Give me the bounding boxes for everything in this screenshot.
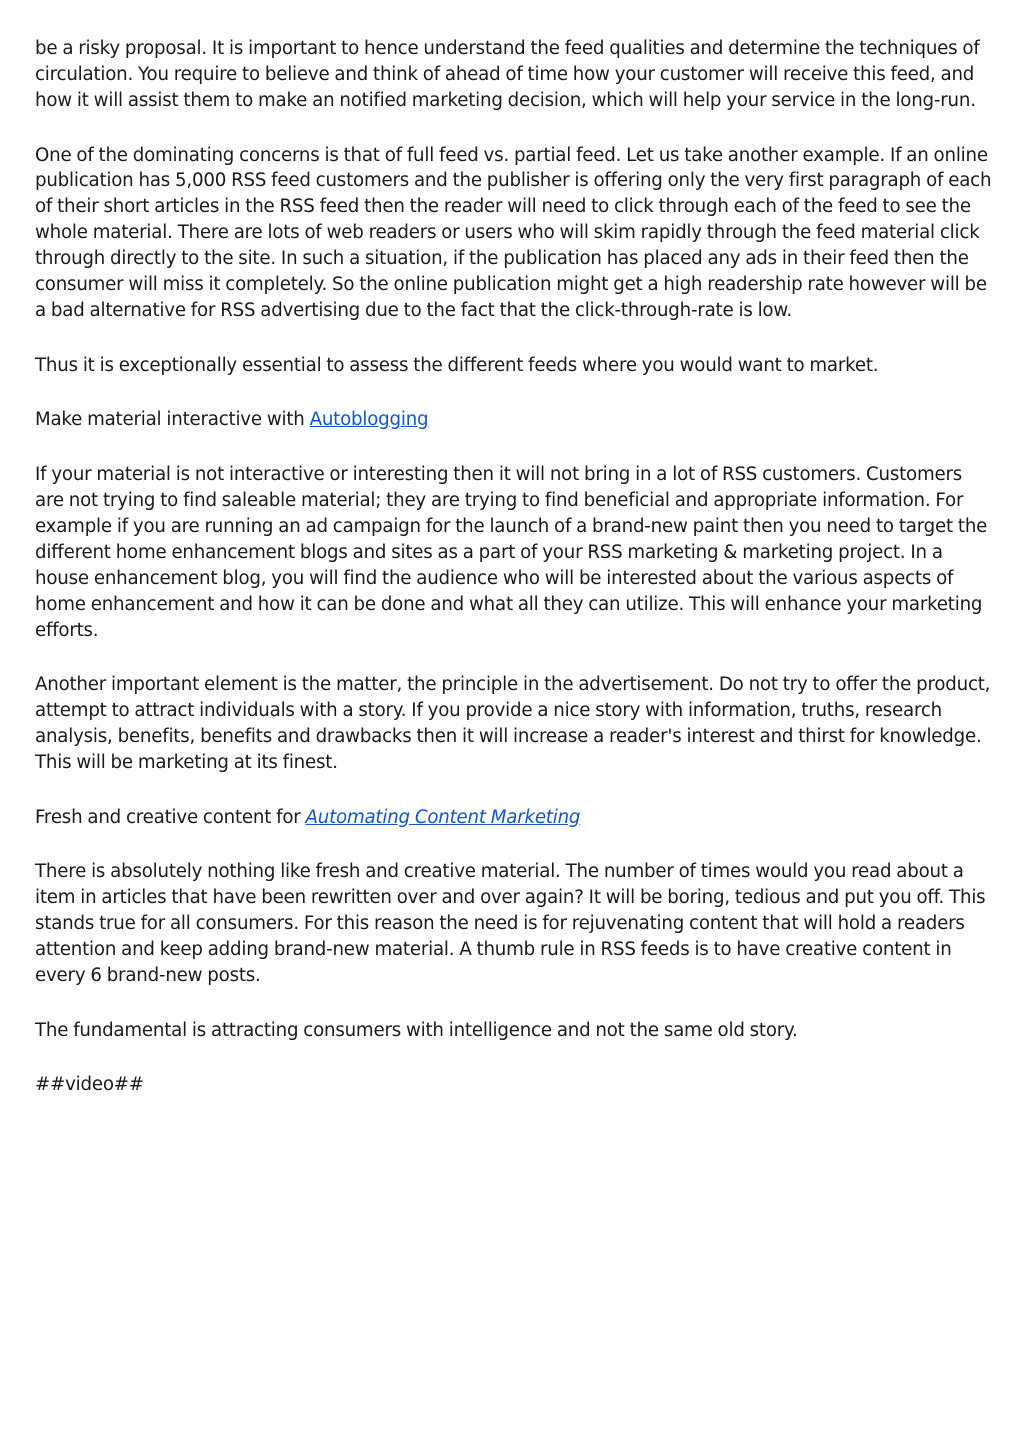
paragraph-assess-feeds: Thus it is exceptionally essential to assess the different feeds where you would want to market. bbox=[35, 354, 879, 376]
paragraph-fundamental: The fundamental is attracting consumers with intelligence and not the same old story. bbox=[35, 1019, 798, 1041]
paragraph-full-vs-partial-feed: One of the dominating concerns is that of full feed vs. partial feed. Let us take another example. If an online publication has 5,000 RSS feed customers and the publisher is offering only the very first paragraph of each of their short articles in the RSS feed then the reader will need to click through each of the feed to see the whole material. There are lots of web readers or users who will skim rapidly through the feed material click through directly to the site. In such a situation, if the publication has placed any ads in their feed then the consumer will miss it completely. So the online publication might get a high readership rate however will be a bad alternative for RSS advertising due to the fact that the click-through-rate is low. bbox=[35, 144, 992, 321]
paragraph-creative-material: There is absolutely nothing like fresh and creative material. The number of times would you read about a item in articles that have been rewritten over and over again? It will be boring, tedious and put you off. This stands true for all consumers. For this reason the need is for rejuvenating content that will hold a readers attention and keep adding brand-new material. A thumb rule in RSS feeds is to have creative content in every 6 brand-new posts. bbox=[35, 861, 986, 986]
paragraph-make-interactive-text: Make material interactive with bbox=[35, 409, 310, 431]
paragraph-fresh-content-text: Fresh and creative content for bbox=[35, 806, 306, 828]
paragraph-interactive-material: If your material is not interactive or interesting then it will not bring in a lot of RSS customers. Customers are not trying to find saleable material; they are trying to find beneficial and appropriate information. For example if you are running an ad campaign for the launch of a brand-new paint then you need to target the different home enhancement blogs and sites as a part of your RSS marketing & marketing project. In a house enhancement blog, you will find the audience who will be interested about the various aspects of home enhancement and how it can be done and what all they can utilize. This will enhance your marketing efforts. bbox=[35, 464, 988, 641]
document-body bbox=[35, 36, 995, 1127]
paragraph-risky-proposal: be a risky proposal. It is important to hence understand the feed qualities and determine the techniques of circulation. You require to believe and think of ahead of time how your customer will receive this feed, and how it will assist them to make an notified marketing decision, which will help your service in the long-run. bbox=[35, 38, 980, 111]
autoblogging-link[interactable]: Autoblogging bbox=[309, 409, 429, 431]
video-placeholder: ##video## bbox=[35, 1074, 144, 1096]
automating-content-marketing-link[interactable]: Automating Content Marketing bbox=[305, 806, 581, 828]
paragraph-fresh-content bbox=[35, 805, 995, 831]
paragraph-advertisement-principle: Another important element is the matter, the principle in the advertisement. Do not try to offer the product, attempt to attract individuals with a story. If you provide a nice story with information, truths, research analysis, benefits, benefits and drawbacks then it will increase a reader's interest and thirst for knowledge. This will be marketing at its finest. bbox=[35, 674, 991, 773]
paragraph-make-interactive bbox=[35, 407, 995, 433]
